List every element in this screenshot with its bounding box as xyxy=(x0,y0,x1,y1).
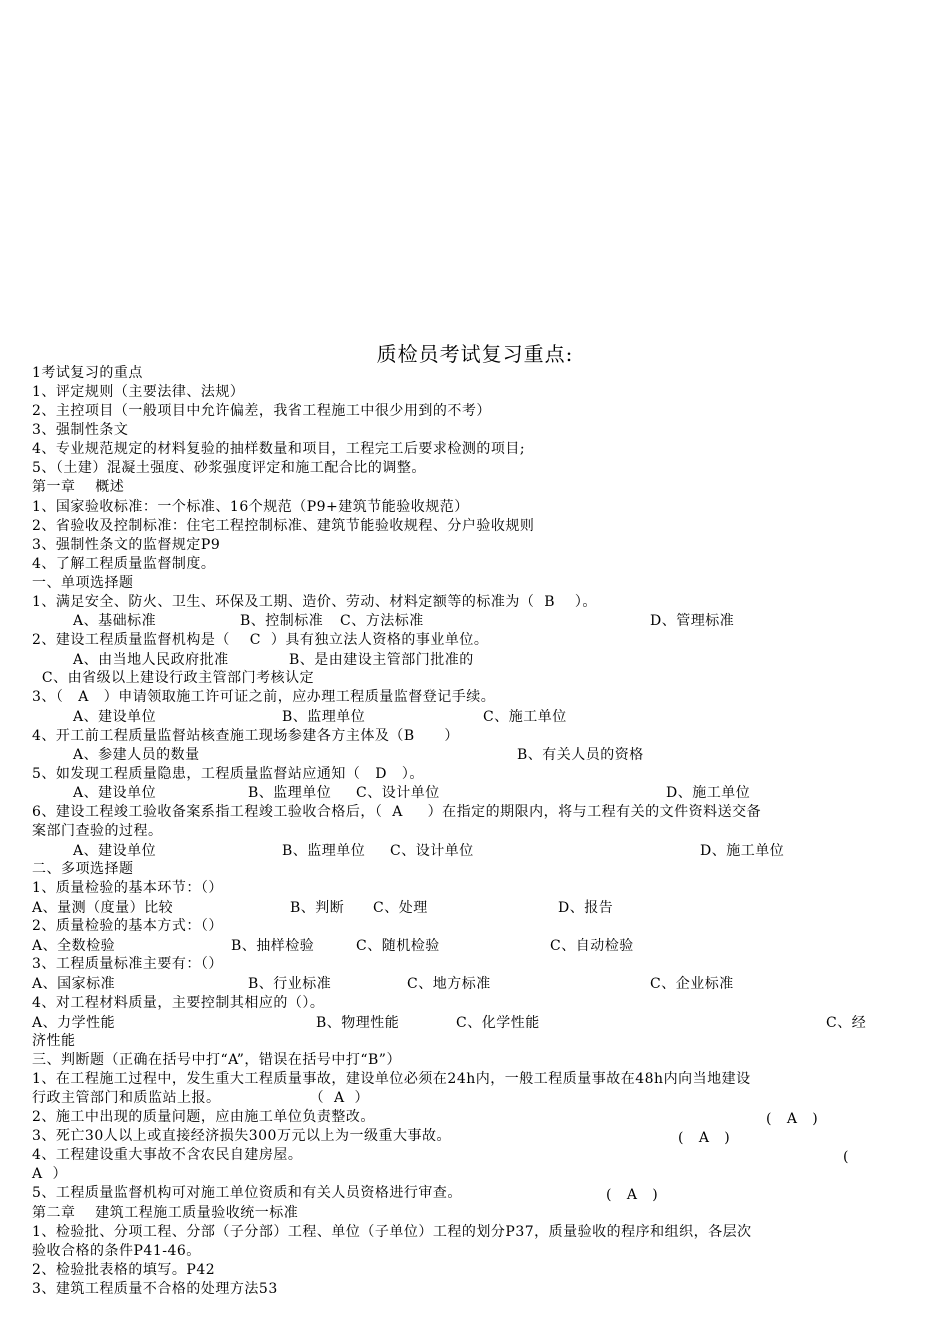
text-line: 1、国家验收标准：一个标准、16个规范（P9+建筑节能验收规范） xyxy=(32,499,469,515)
text-line: 5、（土建）混凝土强度、砂浆强度评定和施工配合比的调整。 xyxy=(32,460,426,476)
option-text: A、全数检验 xyxy=(32,938,116,954)
text-line: C、由省级以上建设行政主管部门考核认定 xyxy=(32,670,315,686)
text-line: 1、满足安全、防火、卫生、环保及工期、造价、劳动、材料定额等的标准为（ B ）。 xyxy=(32,594,597,610)
text-line: 4、开工前工程质量监督站核查施工现场参建各方主体及（B ） xyxy=(32,728,459,744)
text-line: 1考试复习的重点 xyxy=(32,365,143,381)
text-line: 2、质量检验的基本方式：（） xyxy=(32,918,223,934)
text-line: 3、工程质量标准主要有：（） xyxy=(32,956,223,972)
option-text: D、报告 xyxy=(558,900,614,916)
option-text: B、有关人员的资格 xyxy=(517,747,644,763)
text-line: 1、在工程施工过程中，发生重大工程质量事故，建设单位必须在24h内，一般工程质量事故在48h内向当地建设 xyxy=(32,1071,751,1087)
option-text: C、自动检验 xyxy=(550,938,634,954)
text-line: 3、建筑工程质量不合格的处理方法53 xyxy=(32,1281,278,1297)
text-line: 3、强制性条文 xyxy=(32,422,129,438)
text-line: 3、（ A ）申请领取施工许可证之前，应办理工程质量监督登记手续。 xyxy=(32,689,496,705)
option-text: C、设计单位 xyxy=(390,843,474,859)
option-text: C、方法标准 xyxy=(340,613,424,629)
answer-text: ( xyxy=(843,1149,849,1165)
option-text: A、量测（度量）比较 xyxy=(32,900,174,916)
text-line: 第一章 概述 xyxy=(32,479,125,495)
text-line: 济性能 xyxy=(32,1033,76,1049)
text-line: 验收合格的条件P41-46。 xyxy=(32,1243,201,1259)
text-line: 5、如发现工程质量隐患，工程质量监督站应通知（ D ）。 xyxy=(32,766,424,782)
option-text: B、监理单位 xyxy=(282,843,366,859)
text-line: 2、省验收及控制标准：住宅工程控制标准、建筑节能验收规程、分户验收规则 xyxy=(32,518,535,534)
option-text: B、物理性能 xyxy=(316,1015,400,1031)
option-text: C、处理 xyxy=(373,900,428,916)
text-line: 6、建设工程竣工验收备案系指工程竣工验收合格后，（ A ）在指定的期限内，将与工程有关的文件资料送交备 xyxy=(32,804,762,820)
text-line: 1、评定规则（主要法律、法规） xyxy=(32,384,245,400)
text-line: 4、专业规范规定的材料复验的抽样数量和项目，工程完工后要求检测的项目; xyxy=(32,441,526,457)
page-title: 质检员考试复习重点: xyxy=(376,342,574,366)
text-line: 第二章 建筑工程施工质量验收统一标准 xyxy=(32,1205,299,1221)
text-line: 行政主管部门和质监站上报。 （ A ） xyxy=(32,1090,370,1106)
text-line: 5、工程质量监督机构可对施工单位资质和有关人员资格进行审查。 xyxy=(32,1185,462,1201)
answer-text: ( A ) xyxy=(606,1187,659,1203)
answer-text: ( A ) xyxy=(766,1111,819,1127)
text-line: 4、工程建设重大事故不含农民自建房屋。 xyxy=(32,1147,303,1163)
option-text: C、化学性能 xyxy=(456,1015,540,1031)
option-text: B、是由建设主管部门批准的 xyxy=(289,652,474,668)
text-line: 2、施工中出现的质量问题，应由施工单位负责整改。 xyxy=(32,1109,375,1125)
option-text: B、控制标准 xyxy=(240,613,324,629)
option-text: C、设计单位 xyxy=(356,785,440,801)
text-line: 2、建设工程质量监督机构是（ C ）具有独立法人资格的事业单位。 xyxy=(32,632,489,648)
option-text: B、抽样检验 xyxy=(231,938,315,954)
option-text: B、行业标准 xyxy=(248,976,332,992)
option-text: D、管理标准 xyxy=(650,613,735,629)
text-line: 2、主控项目（一般项目中允许偏差，我省工程施工中很少用到的不考） xyxy=(32,403,491,419)
option-text: C、施工单位 xyxy=(483,709,567,725)
option-text: D、施工单位 xyxy=(700,843,785,859)
text-line: 三、判断题（正确在括号中打“A”，错误在括号中打“B”） xyxy=(32,1052,401,1068)
text-line: 二、多项选择题 xyxy=(32,861,134,877)
option-text: A、建设单位 xyxy=(73,843,157,859)
text-line: 4、了解工程质量监督制度。 xyxy=(32,556,216,572)
option-text: C、经 xyxy=(826,1015,867,1031)
option-text: D、施工单位 xyxy=(666,785,751,801)
text-line: 1、检验批、分项工程、分部（子分部）工程、单位（子单位）工程的划分P37，质量验收的程序和组织，各层次 xyxy=(32,1224,752,1240)
option-text: A、参建人员的数量 xyxy=(73,747,200,763)
option-text: B、监理单位 xyxy=(282,709,366,725)
option-text: C、随机检验 xyxy=(356,938,440,954)
option-text: B、监理单位 xyxy=(248,785,332,801)
text-line: 1、质量检验的基本环节：（） xyxy=(32,880,223,896)
option-text: A、建设单位 xyxy=(73,785,157,801)
text-line: 2、检验批表格的填写。P42 xyxy=(32,1262,216,1278)
option-text: B、判断 xyxy=(290,900,345,916)
option-text: A、力学性能 xyxy=(32,1015,116,1031)
answer-text: ( A ) xyxy=(678,1130,731,1146)
text-line: 4、对工程材料质量，主要控制其相应的（）。 xyxy=(32,995,325,1011)
option-text: C、企业标准 xyxy=(650,976,734,992)
option-text: A、由当地人民政府批准 xyxy=(73,652,229,668)
option-text: A、国家标准 xyxy=(32,976,116,992)
text-line: 3、强制性条文的监督规定P9 xyxy=(32,537,221,553)
text-line: 3、死亡30人以上或直接经济损失300万元以上为一级重大事故。 xyxy=(32,1128,451,1144)
text-line: 案部门查验的过程。 xyxy=(32,823,163,839)
option-text: C、地方标准 xyxy=(407,976,491,992)
option-text: A、建设单位 xyxy=(73,709,157,725)
option-text: A、基础标准 xyxy=(73,613,157,629)
text-line: A ） xyxy=(32,1166,68,1182)
text-line: 一、单项选择题 xyxy=(32,575,134,591)
